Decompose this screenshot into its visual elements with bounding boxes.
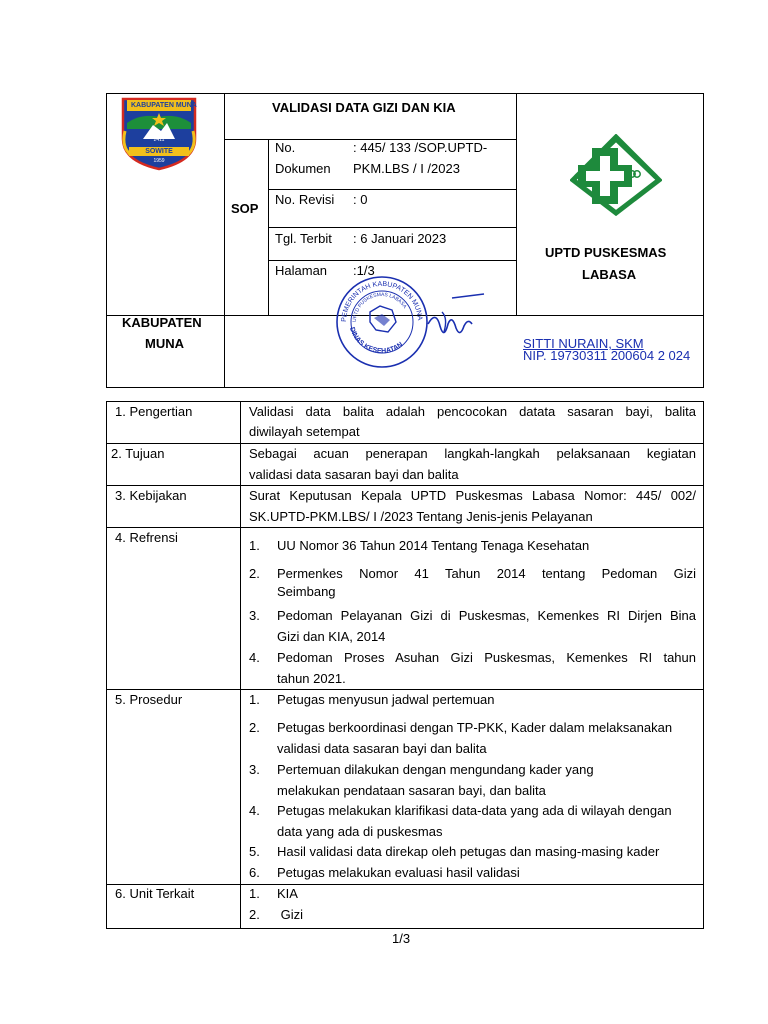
refrensi-item	[249, 647, 696, 689]
list-text: Petugas melakukan klarifikasi data-data yang ada di wilayah dengan	[277, 803, 672, 818]
doc-number-value-1: : 445/ 133 /SOP.UPTD-	[353, 140, 488, 155]
list-text: Hasil validasi data direkap oleh petugas dan masing-masing kader	[277, 844, 660, 859]
prosedur-item	[249, 800, 696, 842]
refrensi-item	[249, 535, 696, 557]
doc-number-label-2: Dokumen	[275, 161, 331, 176]
kabupaten-muna-logo	[117, 95, 201, 171]
list-number: 3.	[249, 762, 260, 777]
official-stamp	[332, 272, 432, 372]
list-number: 5.	[249, 844, 260, 859]
logo-motto-label: SOWITE	[145, 148, 173, 155]
list-number: 2.	[249, 720, 260, 735]
list-text: UU Nomor 36 Tahun 2014 Tentang Tenaga Kesehatan	[277, 538, 590, 553]
revision-label: No. Revisi	[275, 192, 335, 207]
list-number: 3.	[249, 608, 260, 623]
list-text-cont: Gizi dan KIA, 2014	[277, 629, 386, 644]
prosedur-item	[249, 717, 696, 759]
list-number: 2.	[249, 907, 260, 922]
stamp-mid-text: UPTD PUSKESMAS LABASA	[351, 291, 408, 323]
footer-page-number: 1/3	[392, 931, 411, 946]
org-right-line1: UPTD PUSKESMAS	[545, 245, 667, 260]
list-number: 1.	[249, 692, 260, 707]
org-left-line1: KABUPATEN	[122, 315, 202, 330]
label-refrensi: 4. Refrensi	[115, 530, 178, 545]
list-number: 1.	[249, 886, 260, 901]
list-text-cont: melakukan pendataan sasaran bayi, dan balita	[277, 783, 546, 798]
signer-name: SITTI NURAIN, SKM	[523, 336, 644, 351]
logo-number-label: 2411	[153, 137, 165, 143]
doc-number-label-1: No.	[275, 140, 296, 155]
list-number: 2.	[249, 566, 260, 581]
refrensi-item	[249, 563, 696, 605]
list-text-cont: tahun 2021.	[277, 671, 346, 686]
document-title: VALIDASI DATA GIZI DAN KIA	[272, 100, 456, 115]
issue-date-label: Tgl. Terbit	[275, 231, 332, 246]
list-text: Petugas berkoordinasi dengan TP-PKK, Kader dalam melaksanakan	[277, 720, 673, 735]
list-text: Petugas menyusun jadwal pertemuan	[277, 692, 495, 707]
page-label: Halaman	[275, 263, 328, 278]
revision-value: : 0	[353, 192, 368, 207]
list-text: Pedoman Pelayanan Gizi di Puskesmas, Kemenkes RI Dirjen Bina	[277, 608, 696, 623]
puskesmas-logo	[570, 134, 662, 216]
org-right-line2: LABASA	[582, 267, 637, 282]
refrensi-item	[249, 605, 696, 647]
list-text: Petugas melakukan evaluasi hasil validasi	[277, 865, 520, 880]
kebijakan-line1: Surat Keputusan Kepala UPTD Puskesmas Labasa Nomor: 445/ 002/	[249, 488, 696, 503]
list-number: 4.	[249, 650, 260, 665]
list-text: Permenkes Nomor 41 Tahun 2014 tentang Pedoman Gizi	[277, 566, 696, 581]
tujuan-line2: validasi data sasaran bayi dan balita	[249, 467, 459, 482]
logo-year-label: 1959	[153, 158, 165, 164]
stamp-top-text: PEMERINTAH KABUPATEN MUNA	[340, 280, 424, 323]
logo-kabupaten-label: KABUPATEN MUNA	[131, 102, 197, 109]
prosedur-item	[249, 689, 696, 710]
pengertian-line2: diwilayah setempat	[249, 424, 360, 439]
unit-item	[249, 883, 449, 904]
list-text: KIA	[277, 886, 298, 901]
label-unit-terkait: 6. Unit Terkait	[115, 886, 195, 901]
pengertian-line1: Validasi data balita adalah pencocokan datata sasaran bayi, balita	[249, 404, 696, 419]
prosedur-item	[249, 862, 696, 883]
list-text: Pedoman Proses Asuhan Gizi Puskesmas, Kemenkes RI tahun	[277, 650, 696, 665]
list-text: Gizi	[277, 907, 303, 922]
prosedur-item	[249, 841, 696, 862]
list-number: 6.	[249, 865, 260, 880]
label-prosedur: 5. Prosedur	[115, 692, 183, 707]
list-text-cont: Seimbang	[277, 584, 336, 599]
list-text-cont: validasi data sasaran bayi dan balita	[277, 741, 487, 756]
signer-nip: NIP. 19730311 200604 2 024	[523, 348, 691, 363]
kebijakan-line2: SK.UPTD-PKM.LBS/ I /2023 Tentang Jenis-jenis Pelayanan	[249, 509, 593, 524]
label-pengertian: 1. Pengertian	[115, 404, 193, 419]
stamp-bottom-text: DINAS KESEHATAN	[347, 326, 405, 356]
list-number: 1.	[249, 538, 260, 553]
org-left-line2: MUNA	[145, 336, 184, 351]
signature	[422, 288, 492, 348]
tujuan-line1: Sebagai acuan penerapan langkah-langkah pelaksanaan kegiatan	[249, 446, 696, 461]
list-number: 4.	[249, 803, 260, 818]
list-text: Pertemuan dilakukan dengan mengundang kader yang	[277, 762, 594, 777]
sop-label: SOP	[231, 201, 259, 216]
label-kebijakan: 3. Kebijakan	[115, 488, 187, 503]
doc-number-value-2: PKM.LBS / I /2023	[353, 161, 460, 176]
page-value: :1/3	[353, 263, 375, 278]
label-tujuan: 2. Tujuan	[111, 446, 165, 461]
issue-date-value: : 6 Januari 2023	[353, 231, 447, 246]
list-text-cont: data yang ada di puskesmas	[277, 824, 443, 839]
prosedur-item	[249, 759, 696, 801]
unit-item	[249, 904, 449, 925]
